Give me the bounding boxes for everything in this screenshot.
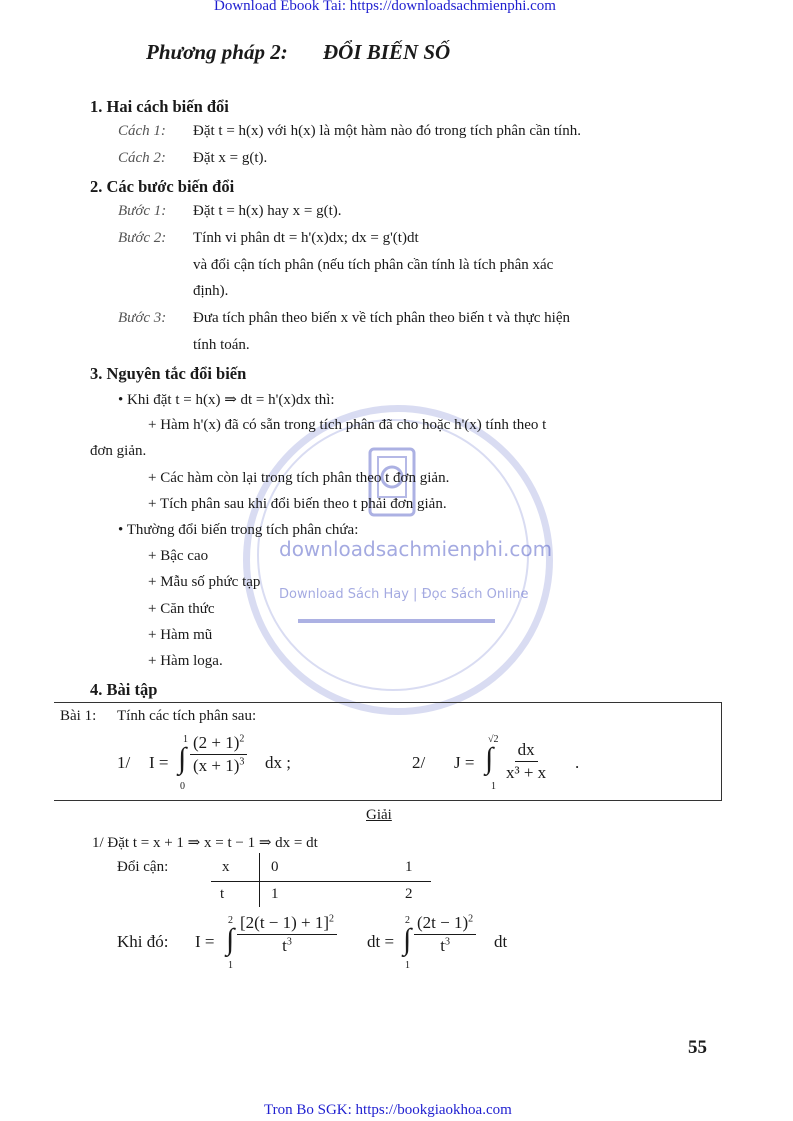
list-item: + Bậc cao bbox=[148, 548, 209, 564]
integral-sign: ∫ bbox=[178, 742, 187, 775]
buoc-1-label: Bước 1: bbox=[118, 203, 167, 219]
question-1-numerator: $(2 + 1)^2$ bbox=[190, 733, 247, 755]
rule-bullet-2: • Thường đổi biến trong tích phân chứa: bbox=[118, 522, 359, 538]
section-3-heading: 3. Nguyên tắc đổi biến bbox=[90, 364, 247, 383]
question-2-tail: . bbox=[575, 753, 580, 772]
solution-lhs: I = bbox=[195, 932, 215, 951]
rule-point-2: + Các hàm còn lại trong tích phân theo t đơn giản. bbox=[148, 470, 450, 486]
table-cell: x bbox=[222, 859, 230, 875]
list-item: + Căn thức bbox=[148, 601, 215, 617]
buoc-2-line-2: và đổi cận tích phân (nếu tích phân cần tính là tích phân xác bbox=[193, 257, 554, 273]
solution-heading: Giải bbox=[366, 807, 392, 823]
solution-int-2-tail: dt bbox=[494, 932, 508, 951]
buoc-3-line-1: Đưa tích phân theo biến x về tích phân theo biến t và thực hiện bbox=[193, 310, 570, 326]
solution-int-2-upper: 2 bbox=[405, 915, 410, 926]
question-1-number: 1/ bbox=[117, 753, 131, 772]
question-1-upper-limit: 1 bbox=[183, 734, 188, 745]
method-label: Phương pháp 2: bbox=[146, 40, 288, 64]
solution-fraction-1-denominator: $t^3$ bbox=[282, 936, 292, 955]
header-download-link[interactable]: Download Ebook Tai: https://downloadsachmienphi.com bbox=[214, 0, 556, 14]
footer-sgk-link[interactable]: Tron Bo SGK: https://bookgiaokhoa.com bbox=[264, 1102, 512, 1118]
solution-int-2-lower: 1 bbox=[405, 960, 410, 971]
buoc-1-text: Đặt t = h(x) hay x = g(t). bbox=[193, 203, 342, 219]
integral-sign: ∫ bbox=[403, 923, 412, 956]
solution-line-1: 1/ Đặt t = x + 1 ⇒ x = t − 1 ⇒ dx = dt bbox=[92, 835, 318, 851]
question-2-number: 2/ bbox=[412, 753, 426, 772]
list-item: + Hàm loga. bbox=[148, 653, 223, 669]
buoc-2-line-1: Tính vi phân dt = h'(x)dx; dx = g'(t)dt bbox=[193, 230, 419, 246]
question-1-lower-limit: 0 bbox=[180, 781, 185, 792]
buoc-3-label: Bước 3: bbox=[118, 310, 167, 326]
table-cell: 1 bbox=[405, 859, 413, 875]
question-1-tail: dx ; bbox=[265, 753, 291, 772]
question-2-upper-limit: √2 bbox=[488, 734, 499, 745]
solution-fraction-1-numerator: $[2(t - 1) + 1]^2$ bbox=[237, 913, 337, 935]
table-vertical-rule bbox=[259, 853, 260, 907]
cach-2-label: Cách 2: bbox=[118, 150, 166, 166]
page-number: 55 bbox=[688, 1037, 707, 1058]
rule-point-3: + Tích phân sau khi đổi biến theo t phải đơn giản. bbox=[148, 496, 447, 512]
question-2-fraction bbox=[503, 740, 549, 783]
table-horizontal-rule bbox=[211, 881, 431, 882]
solution-fraction-2 bbox=[414, 913, 476, 956]
exercise-prompt: Tính các tích phân sau: bbox=[117, 708, 257, 724]
table-cell: 0 bbox=[271, 859, 279, 875]
solution-fraction-2-denominator: $t^3$ bbox=[440, 936, 450, 955]
exercise-label: Bài 1: bbox=[60, 708, 97, 724]
cach-1-label: Cách 1: bbox=[118, 123, 166, 139]
table-cell: t bbox=[220, 886, 225, 902]
section-1-heading: 1. Hai cách biến đổi bbox=[90, 97, 229, 116]
khi-do-label: Khi đó: bbox=[117, 932, 169, 951]
watermark-tagline: Download Sách Hay | Đọc Sách Online bbox=[279, 587, 529, 602]
list-item: + Hàm mũ bbox=[148, 627, 213, 643]
solution-int-1-upper: 2 bbox=[228, 915, 233, 926]
question-2-lhs: J = bbox=[454, 753, 475, 772]
doi-can-label: Đổi cận: bbox=[117, 859, 169, 875]
table-cell: 2 bbox=[405, 886, 413, 902]
section-4-heading: 4. Bài tập bbox=[90, 680, 158, 699]
solution-fraction-2-numerator: $(2t - 1)^2$ bbox=[414, 913, 476, 935]
question-1-denominator: $(x + 1)^3$ bbox=[193, 756, 245, 775]
cach-1-text: Đặt t = h(x) với h(x) là một hàm nào đó trong tích phân cần tính. bbox=[193, 123, 581, 139]
section-2-heading: 2. Các bước biến đổi bbox=[90, 177, 235, 196]
question-1-lhs: I = bbox=[149, 753, 169, 772]
page-title: ĐỔI BIẾN SỐ bbox=[323, 40, 451, 64]
watermark-site: downloadsachmienphi.com bbox=[279, 537, 553, 561]
solution-int-1-tail: dt = bbox=[367, 932, 395, 951]
question-1-fraction bbox=[190, 733, 247, 776]
solution-int-1-lower: 1 bbox=[228, 960, 233, 971]
integral-sign: ∫ bbox=[226, 923, 235, 956]
question-2-lower-limit: 1 bbox=[491, 781, 496, 792]
list-item: + Mẫu số phức tạp bbox=[148, 574, 261, 590]
question-2-denominator: x³ + x bbox=[506, 763, 547, 782]
buoc-3-line-2: tính toán. bbox=[193, 337, 250, 353]
integral-sign: ∫ bbox=[485, 742, 494, 775]
question-2-numerator: dx bbox=[515, 740, 538, 762]
watermark-bar bbox=[298, 619, 495, 623]
rule-point-1-line-2: đơn giản. bbox=[90, 443, 147, 459]
table-cell: 1 bbox=[271, 886, 279, 902]
solution-fraction-1 bbox=[237, 913, 337, 956]
buoc-2-line-3: định). bbox=[193, 283, 229, 299]
cach-2-text: Đặt x = g(t). bbox=[193, 150, 268, 166]
buoc-2-label: Bước 2: bbox=[118, 230, 167, 246]
rule-bullet-1: • Khi đặt t = h(x) ⇒ dt = h'(x)dx thì: bbox=[118, 392, 335, 408]
rule-point-1-line-1: + Hàm h'(x) đã có sẵn trong tích phân đã cho hoặc h'(x) tính theo t bbox=[148, 417, 547, 433]
